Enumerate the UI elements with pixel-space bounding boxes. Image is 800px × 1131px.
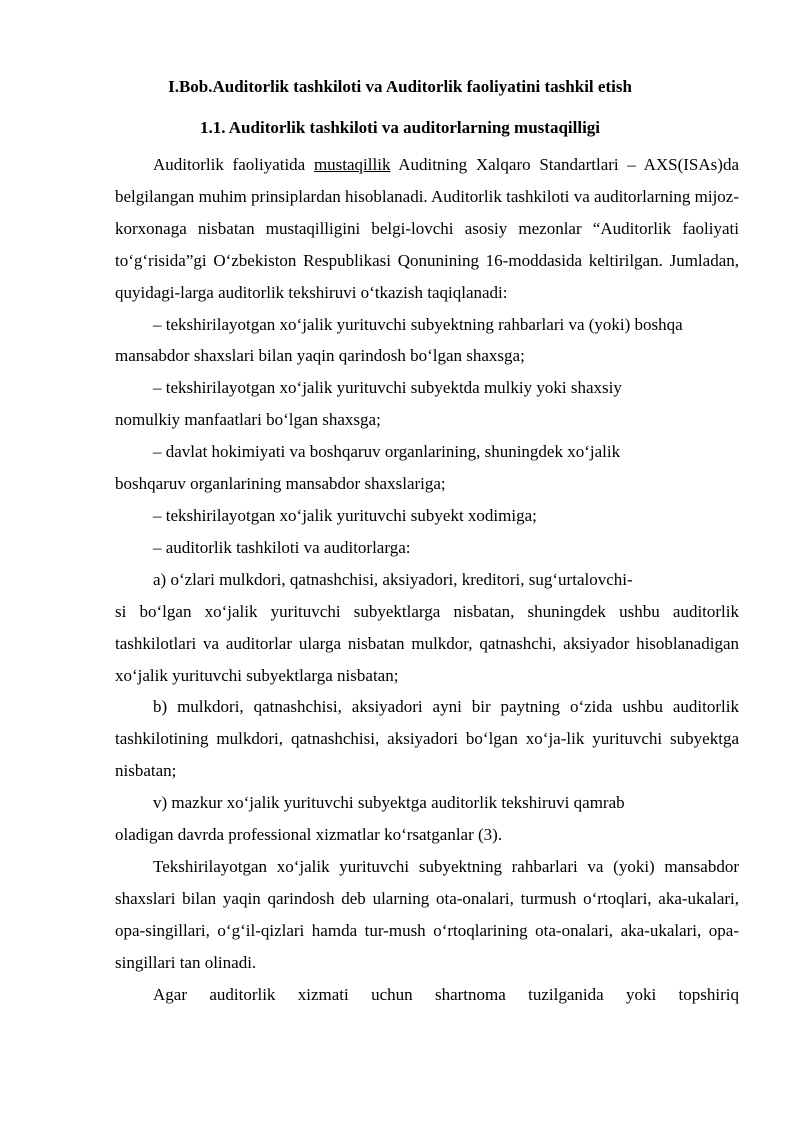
list-item-continuation: nomulkiy manfaatlari bo‘lgan shaxsga; <box>115 410 381 430</box>
list-item: – davlat hokimiyati va boshqaruv organlarining, shuningdek xo‘jalik <box>153 442 621 462</box>
sub-item-v: v) mazkur xo‘jalik yurituvchi subyektga auditorlik tekshiruvi qamrab <box>153 793 625 813</box>
paragraph-contract: Agar auditorlik xizmati uchun shartnoma tuzilganida yoki topshiriq <box>153 984 739 1004</box>
paragraph-text: Auditorlik faoliyatida <box>153 155 314 174</box>
chapter-heading: I.Bob.Auditorlik tashkiloti va Auditorlik faoliyatini tashkil etish <box>168 77 632 96</box>
list-item: – tekshirilayotgan xo‘jalik yurituvchi subyektning rahbarlari va (yoki) boshqa <box>153 314 683 334</box>
paragraph-relatives: Tekshirilayotgan xo‘jalik yurituvchi subyektning rahbarlari va (yoki) mansabdor shaxslari bilan yaqin qarindosh deb ularning ota-onalari, turmush o‘rtoqlari, aka-ukalari, opa-singillari, o‘g‘il-qizlari hamda tur-mush o‘rtoqlarining ota-onalari, aka-ukalari, opa-singillari tan olinadi. <box>115 856 739 972</box>
sub-item-a: a) o‘zlari mulkdori, qatnashchisi, aksiyadori, kreditori, sug‘urtalovchi- <box>153 569 633 589</box>
list-item: – tekshirilayotgan xo‘jalik yurituvchi subyektda mulkiy yoki shaxsiy <box>153 378 622 398</box>
list-item-continuation: mansabdor shaxslari bilan yaqin qarindosh bo‘lgan shaxsga; <box>115 346 525 366</box>
list-item: – auditorlik tashkiloti va auditorlarga: <box>153 537 411 557</box>
sub-item-b: b) mulkdori, qatnashchisi, aksiyadori ayni bir paytning o‘zida ushbu auditorlik tashkilotining mulkdori, qatnashchisi, aksiyadori bo‘lgan xo‘ja-lik yurituvchi subyektga nisbatan; <box>115 697 739 781</box>
sub-item-a-continuation: si bo‘lgan xo‘jalik yurituvchi subyektlarga nisbatan, shuningdek ushbu auditorlik tashkilotlari va auditorlar ularga nisbatan mulkdor, qatnashchi, aksiyador hisoblanadigan xo‘jalik yurituvchi subyektlarga nisbatan; <box>115 601 739 685</box>
section-heading: 1.1. Auditorlik tashkiloti va auditorlarning mustaqilligi <box>199 118 601 137</box>
paragraph-intro <box>115 149 739 309</box>
paragraph-text: Auditning Xalqaro Standartlari – AXS(ISAs)da belgilangan muhim prinsiplardan hisoblanadi. Auditorlik tashkiloti va auditorlarning mijoz-korxonaga nisbatan mustaqilligini belgi-lovchi asosiy mezonlar “Auditorlik faoliyati to‘g‘risida”gi O‘zbekiston Respublikasi Qonunining 16-moddasida keltirilgan. Jumladan, quyidagi-larga auditorlik tekshiruvi o‘tkazish taqiqlanadi: <box>115 155 739 302</box>
document-body <box>115 149 739 1010</box>
list-item: – tekshirilayotgan xo‘jalik yurituvchi subyekt xodimiga; <box>153 505 537 525</box>
list-item-continuation: boshqaruv organlarining mansabdor shaxslariga; <box>115 474 446 494</box>
underlined-term: mustaqillik <box>313 155 391 174</box>
sub-item-v-continuation: oladigan davrda professional xizmatlar ko‘rsatganlar (3). <box>115 825 503 845</box>
